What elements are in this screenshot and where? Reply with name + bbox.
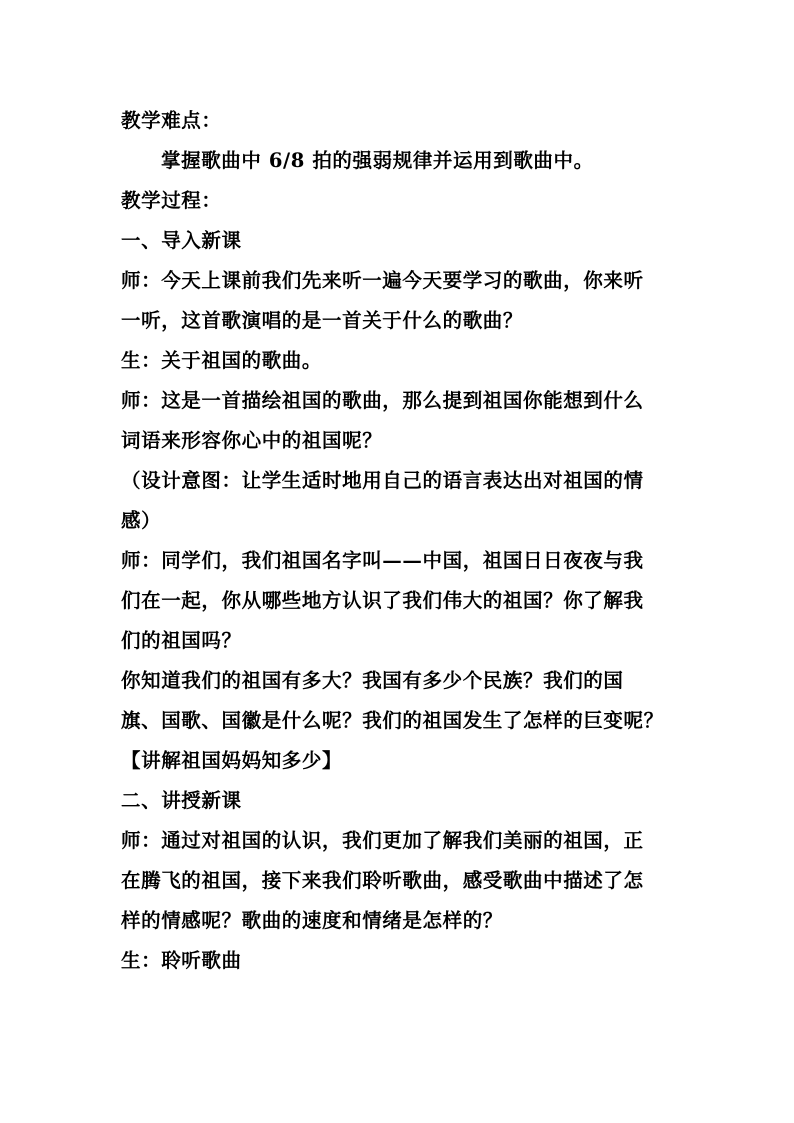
text-line: 生：关于祖国的歌曲。 — [121, 349, 323, 372]
text-line: 样的情感呢？歌曲的速度和情绪是怎样的？ — [121, 909, 503, 932]
text-line: 师：通过对祖国的认识，我们更加了解我们美丽的祖国，正 — [121, 829, 644, 852]
text-line: 一听，这首歌演唱的是一首关于什么的歌曲？ — [121, 309, 524, 332]
heading-teaching-process: 教学过程： — [121, 189, 222, 212]
bracket-note: 【讲解祖国妈妈知多少】 — [121, 749, 343, 772]
text-line: 你知道我们的祖国有多大？我国有多少个民族？我们的国 — [121, 669, 624, 692]
text-line: 师：同学们，我们祖国名字叫——中国，祖国日日夜夜与我 — [121, 549, 644, 572]
design-intent-note: （设计意图：让学生适时地用自己的语言表达出对祖国的情 — [121, 469, 644, 492]
text-line: 师：今天上课前我们先来听一遍今天要学习的歌曲，你来听 — [121, 269, 644, 292]
text-line: 们的祖国吗？ — [121, 629, 242, 652]
heading-teaching-difficulty: 教学难点： — [121, 109, 222, 132]
text-line: 旗、国歌、国徽是什么呢？我们的祖国发生了怎样的巨变呢？ — [121, 709, 664, 732]
paragraph-difficulty-content: 掌握歌曲中 6/8 拍的强弱规律并运用到歌曲中。 — [161, 149, 594, 172]
text-line: 们在一起，你从哪些地方认识了我们伟大的祖国？你了解我 — [121, 589, 644, 612]
text-line: 生：聆听歌曲 — [121, 949, 242, 972]
text-line: 在腾飞的祖国，接下来我们聆听歌曲，感受歌曲中描述了怎 — [121, 869, 644, 892]
design-intent-note-end: 感） — [121, 509, 162, 532]
text-line: 师：这是一首描绘祖国的歌曲，那么提到祖国你能想到什么 — [121, 389, 644, 412]
section-heading-intro: 一、导入新课 — [121, 229, 242, 252]
text-line: 词语来形容你心中的祖国呢？ — [121, 429, 383, 452]
section-heading-new-lesson: 二、讲授新课 — [121, 789, 242, 812]
